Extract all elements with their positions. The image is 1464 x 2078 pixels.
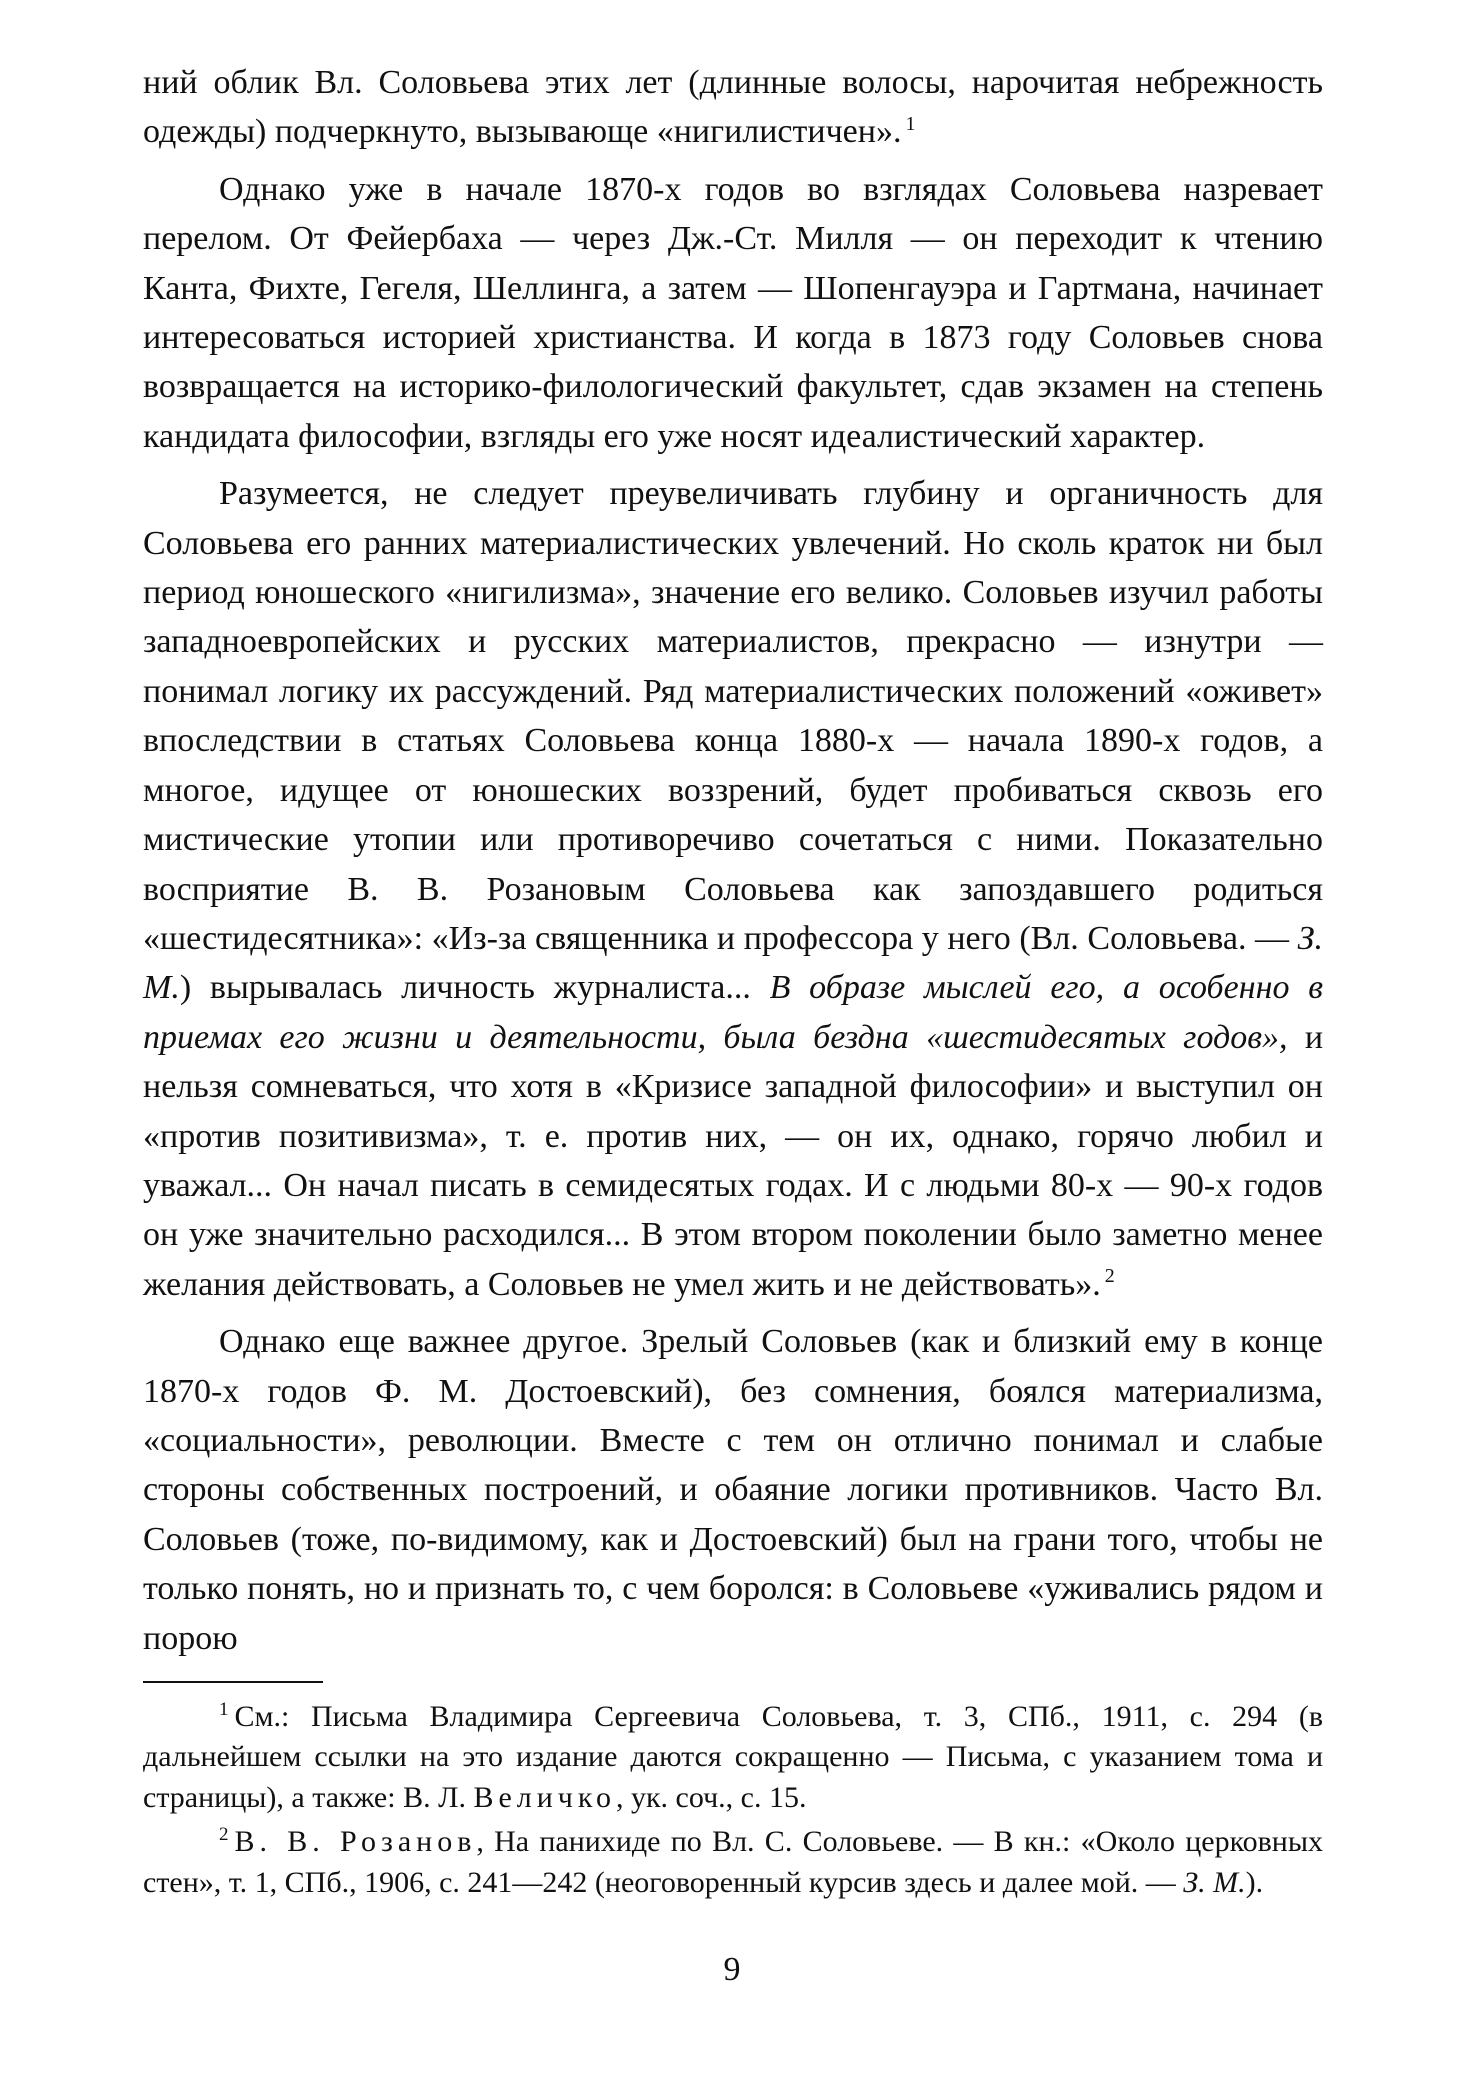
footnote-2-text-a: , На панихиде по Вл. С. Соловьеве. — В кн.: «Около церковных стен», т. 1, СПб., 1906, с. 241—242 (неоговоренный курсив здесь и далее мой. — <box>143 1825 1323 1899</box>
footnote-2 <box>143 1822 1323 1903</box>
footnote-1-text-b: , ук. соч., с. 15. <box>615 1780 807 1814</box>
footnote-2-initials: З. М. <box>1183 1865 1246 1899</box>
footnote-ref-1[interactable]: 1 <box>905 113 916 136</box>
paragraph-2-text: Однако уже в начале 1870-х годов во взглядах Соловьева назревает перелом. От Фейербаха — через Дж.-Ст. Милля — он переходит к чтению Канта, Фихте, Гегеля, Шеллинга, а затем — Шопенгауэра и Гартмана, начинает интересоваться историей христианства. И когда в 1873 году Соловьев снова возвращается на историко-филологический факультет, сдав экзамен на степень кандидата философии, взгляды его уже носят идеалистический характер. <box>143 170 1323 455</box>
paragraph-3-italic-quote: В образе мыслей его, а особенно в приемах его жизни и деятельности, была бездна «шестидесятых годов», <box>143 969 1323 1056</box>
paragraph-2 <box>143 165 1323 461</box>
page-body <box>143 58 1323 1903</box>
paragraph-4 <box>143 1317 1323 1663</box>
paragraph-4-text: Однако еще важнее другое. Зрелый Соловьев (как и близкий ему в конце 1870-х годов Ф. М. Достоевский), без сомнения, боялся материализма, «социальности», революции. Вместе с тем он отлично понимал и слабые стороны собственных построений, и обаяние логики противников. Часто Вл. Соловьев (тоже, по-видимому, как и Достоевский) был на грани того, чтобы не только понять, но и признать то, с чем боролся: в Соловьеве «уживались рядом и порою <box>143 1323 1323 1657</box>
paragraph-3-text-a: Разумеется, не следует преувеличивать глубину и органичность для Соловьева его ранних материалистических увлечений. Но сколь краток ни был период юношеского «нигилизма», значение его велико. Соловьев изучил работы западноевропейских и русских материалистов, прекрасно — изнутри — понимал логику их рассуждений. Ряд материалистических положений «оживет» впоследствии в статьях Соловьева конца 1880-х — начала 1890-х годов, а многое, идущее от юношеских воззрений, будет пробиваться сквозь его мистические утопии или противоречиво сочетаться с ними. Показательно восприятие В. В. Розановым Соловьева как запоздавшего родиться «шестидесятника»: «Из-за священника и профессора у него (Вл. Соловьева. — <box>143 475 1323 957</box>
paragraph-3-initials: З. М. <box>143 919 1323 1007</box>
page-number: 9 <box>723 1951 741 1988</box>
paragraph-3-text-b: ) вырывалась личность журналиста... <box>179 969 751 1007</box>
footnote-divider <box>143 1681 323 1683</box>
paragraph-1-text: ний облик Вл. Соловьева этих лет (длинные волосы, нарочитая небрежность одежды) подчеркнуто, вызывающе «нигилистичен». <box>143 64 1323 151</box>
footnote-1 <box>143 1697 1323 1818</box>
footnote-2-number: 2 <box>219 1824 229 1846</box>
paragraph-1 <box>143 58 1323 157</box>
footnote-1-author: Величко <box>473 1780 616 1814</box>
paragraph-3 <box>143 469 1323 1309</box>
paragraph-3-text-c: и нельзя сомневаться, что хотя в «Кризисе западной философии» и выступил он «против позитивизма», т. е. против них, — он их, однако, горячо любил и уважал... Он начал писать в семидесятых годах. И с людьми 80-х — 90-х годов он уже значительно расходился... В этом втором поколении было заметно менее желания действовать, а Соловьев не умел жить и не действовать». <box>143 1018 1324 1303</box>
footnote-ref-2[interactable]: 2 <box>1104 1265 1115 1288</box>
footnote-1-text-a: См.: Письма Владимира Сергеевича Соловьева, т. 3, СПб., 1911, с. 294 (в дальнейшем ссылки на это издание даются сокращенно — Письма, с указанием тома и страницы), а также: В. Л. <box>143 1700 1323 1814</box>
footnote-2-text-b: ). <box>1245 1865 1264 1899</box>
footnote-2-author: В. В. Розанов <box>234 1825 477 1859</box>
footnote-1-number: 1 <box>219 1699 229 1720</box>
